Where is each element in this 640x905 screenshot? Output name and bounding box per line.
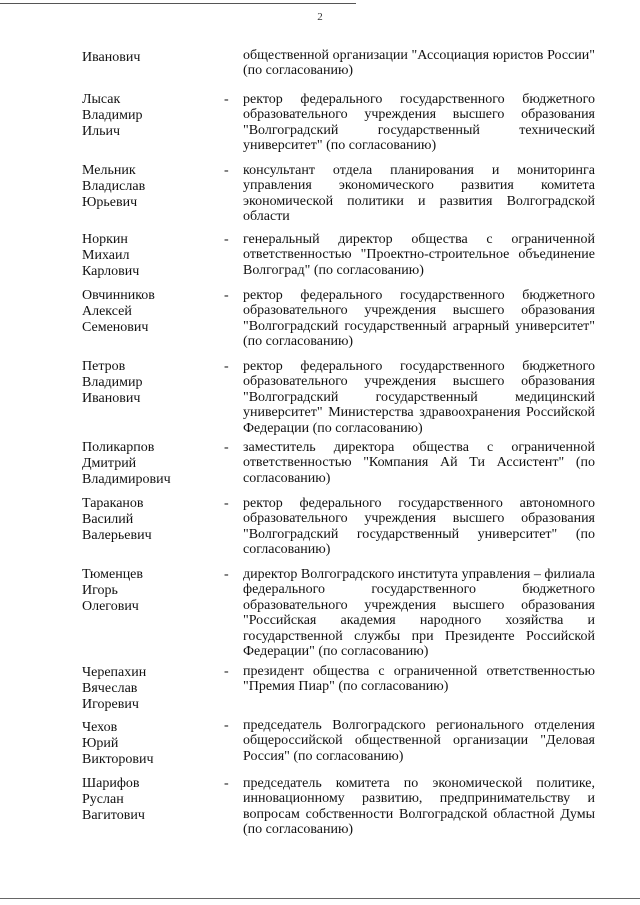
member-surname: Норкин [82, 232, 128, 247]
member-first-name: Василий [82, 512, 134, 528]
member-surname: Шарифов [82, 776, 140, 791]
member-surname: Черепахин [82, 665, 147, 680]
member-description: генеральный директор общества с ограниченной ответственностью "Проектно-строительное объединение Волгоград" (по согласованию) [243, 232, 595, 278]
member-surname: Чехов [82, 720, 118, 735]
list-dash: - [224, 359, 229, 374]
member-surname: Тараканов [82, 496, 144, 511]
page-number: 2 [317, 11, 323, 23]
member-description: ректор федерального государственного бюджетного образовательного учреждения высшего образования "Волгоградский государственный медицинский университет" Министерства здравоохранения Российской Федерации (по согласованию) [243, 359, 595, 436]
member-first-name: Владимир [82, 375, 143, 391]
member-first-name: Юрий [82, 736, 119, 752]
list-dash: - [224, 496, 229, 511]
member-patronymic: Владимирович [82, 472, 171, 488]
list-dash: - [224, 664, 229, 679]
list-dash: - [224, 440, 229, 455]
member-name [82, 163, 222, 212]
member-description: ректор федерального государственного автономного образовательного учреждения высшего образования "Волгоградский государственный университет" (по согласованию) [243, 496, 595, 558]
member-name [82, 567, 222, 616]
bottom-rule [0, 898, 640, 899]
member-description: заместитель директора общества с ограниченной ответственностью "Компания Ай Ти Ассистент" (по согласованию) [243, 440, 595, 486]
member-surname: Петров [82, 359, 126, 374]
member-surname: Мельник [82, 163, 136, 178]
member-first-name: Дмитрий [82, 456, 137, 472]
list-dash: - [224, 92, 229, 107]
member-name [82, 496, 222, 545]
list-dash: - [224, 718, 229, 733]
member-name [82, 665, 222, 714]
member-patronymic: Ильич [82, 124, 121, 140]
member-patronymic: Вагитович [82, 808, 145, 824]
member-patronymic: Валерьевич [82, 528, 152, 544]
member-name [82, 288, 222, 337]
member-surname: Овчинников [82, 288, 155, 303]
list-dash: - [224, 567, 229, 582]
member-patronymic: Иванович [82, 50, 141, 65]
member-first-name: Вячеслав [82, 681, 138, 697]
member-description: президент общества с ограниченной ответственностью "Премия Пиар" (по согласованию) [243, 664, 595, 695]
member-first-name: Руслан [82, 792, 124, 808]
member-patronymic: Семенович [82, 320, 149, 336]
member-patronymic: Викторович [82, 752, 154, 768]
member-first-name: Владимир [82, 108, 143, 124]
member-description: ректор федерального государственного бюджетного образовательного учреждения высшего образования "Волгоградский государственный аграрный университет" (по согласованию) [243, 288, 595, 350]
member-surname: Тюменцев [82, 567, 144, 582]
member-description: общественной организации "Ассоциация юристов России" (по согласованию) [243, 48, 595, 79]
member-surname: Лысак [82, 92, 121, 107]
list-dash: - [224, 288, 229, 303]
member-first-name: Михаил [82, 248, 130, 264]
member-first-name: Владислав [82, 179, 146, 195]
member-description: директор Волгоградского института управления – филиала федерального государственного бюджетного образовательного учреждения высшего образования "Российская академия народного хозяйства и государственной службы при Президенте Российской Федерации" (по согласованию) [243, 567, 595, 660]
member-patronymic: Игоревич [82, 697, 139, 713]
member-surname: Поликарпов [82, 440, 155, 455]
member-name [82, 92, 222, 141]
list-dash: - [224, 163, 229, 178]
member-name [82, 440, 222, 489]
member-name [82, 720, 222, 769]
member-patronymic: Олегович [82, 599, 139, 615]
member-description: консультант отдела планирования и мониторинга управления экономического развития комитета экономической политики и развития Волгоградской области [243, 163, 595, 225]
member-first-name: Игорь [82, 583, 118, 599]
list-dash: - [224, 776, 229, 791]
member-patronymic: Иванович [82, 391, 141, 407]
member-name [82, 359, 222, 408]
member-patronymic: Юрьевич [82, 195, 138, 211]
member-description: ректор федерального государственного бюджетного образовательного учреждения высшего образования "Волгоградский государственный технический университет" (по согласованию) [243, 92, 595, 154]
member-name [82, 50, 222, 66]
member-name [82, 232, 222, 281]
member-name [82, 776, 222, 825]
member-first-name: Алексей [82, 304, 132, 320]
member-description: председатель комитета по экономической политике, инновационному развитию, предпринимательству и вопросам собственности Волгоградской областной Думы (по согласованию) [243, 776, 595, 838]
member-description: председатель Волгоградского регионального отделения общероссийской общественной организации "Деловая Россия" (по согласованию) [243, 718, 595, 764]
list-dash: - [224, 232, 229, 247]
member-patronymic: Карлович [82, 264, 140, 280]
